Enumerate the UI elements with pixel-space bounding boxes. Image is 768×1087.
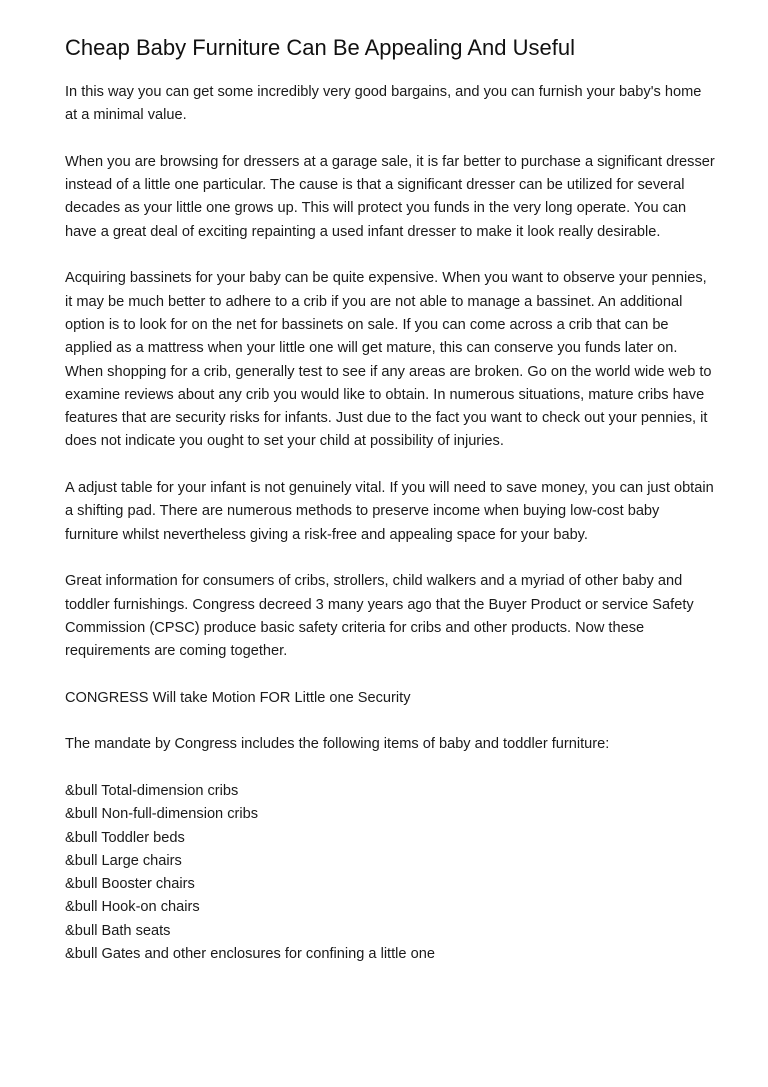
list-item: &bull Booster chairs (65, 876, 195, 893)
paragraph-intro: In this way you can get some incredibly very good bargains, and you can furnish your baby's home at a minimal value. (65, 84, 702, 124)
section-heading-congress: CONGRESS Will take Motion FOR Little one Security (65, 689, 411, 706)
list-item: &bull Large chairs (65, 852, 182, 869)
paragraph-bassinets: Acquiring bassinets for your baby can be quite expensive. When you want to observe your pennies, it may be much better to adhere to a crib if you are not able to manage a bassinet. An additional option is to look for on the net for bassinets on sale. If you can come across a crib that can be applied as a mattress when your little one will get mature, this can conserve you funds later on. When shopping for a crib, generally test to see if any areas are broken. Go on the world wide web to examine reviews about any crib you would like to obtain. In numerous situations, mature cribs have features that are security risks for infants. Just due to the fact you want to check out your pennies, it does not indicate you ought to set your child at possibility of injuries. (65, 270, 712, 450)
list-item: &bull Bath seats (65, 922, 171, 939)
list-item: &bull Hook-on chairs (65, 899, 200, 916)
list-item: &bull Toddler beds (65, 829, 185, 846)
paragraph-safety-info: Great information for consumers of cribs, strollers, child walkers and a myriad of other baby and toddler furnishings. Congress decreed 3 many years ago that the Buyer Product or service Safety Commission (CPSC) produce basic safety criteria for cribs and other products. Now these requirements are coming together. (65, 573, 694, 660)
document-page (65, 34, 715, 966)
paragraph-dressers: When you are browsing for dressers at a garage sale, it is far better to purchase a significant dresser instead of a little one particular. The cause is that a significant dresser can be utilized for several decades as your little one grows up. This will protect you funds in the very long operate. You can have a great deal of exciting repainting a used infant dresser to make it look really desirable. (65, 153, 715, 240)
furniture-list (65, 780, 715, 966)
paragraph-mandate: The mandate by Congress includes the following items of baby and toddler furniture: (65, 736, 610, 753)
document-title: Cheap Baby Furniture Can Be Appealing And Useful (65, 35, 575, 60)
list-item: &bull Total-dimension cribs (65, 782, 239, 799)
list-item: &bull Non-full-dimension cribs (65, 806, 259, 823)
list-item: &bull Gates and other enclosures for confining a little one (65, 945, 435, 962)
paragraph-change-table: A adjust table for your infant is not genuinely vital. If you will need to save money, you can just obtain a shifting pad. There are numerous methods to preserve income when buying low-cost baby furniture whilst nevertheless giving a risk-free and appealing space for your baby. (65, 480, 714, 543)
